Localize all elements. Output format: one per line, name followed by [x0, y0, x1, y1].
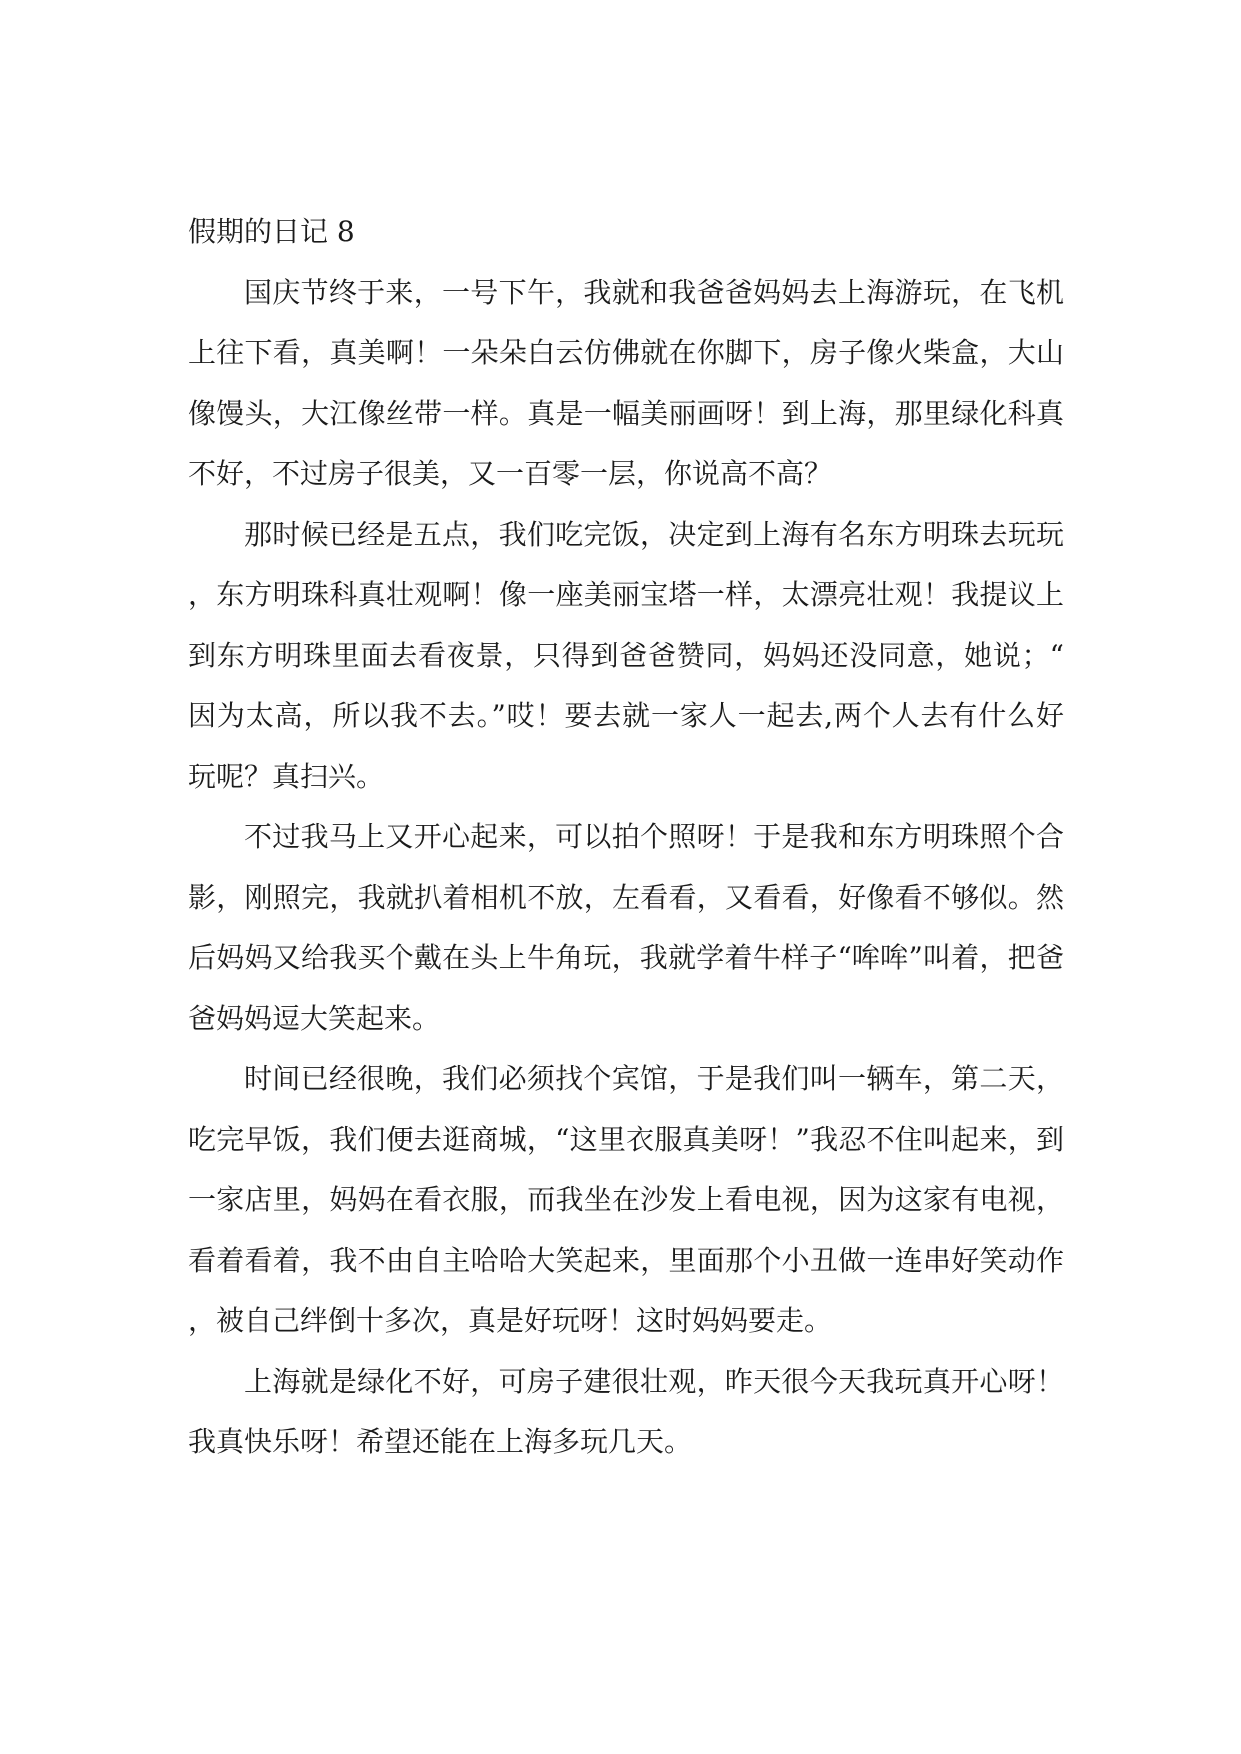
document-title: 假期的日记 8 [188, 215, 355, 248]
paragraph-5: 上海就是绿化不好，可房子建很壮观，昨天很今天我玩真开心呀！我真快乐呀！希望还能在上海多玩几天。 [188, 1364, 1064, 1458]
paragraph-1: 国庆节终于来，一号下午，我就和我爸爸妈妈去上海游玩，在飞机上往下看，真美啊！一朵朵白云仿佛就在你脚下，房子像火柴盒，大山像馒头，大江像丝带一样。真是一幅美丽画呀！到上海，那里绿化科真不好，不过房子很美，又一百零一层，你说高不高？ [188, 275, 1064, 490]
paragraph-2: 那时候已经是五点，我们吃完饭，决定到上海有名东方明珠去玩玩，东方明珠科真壮观啊！像一座美丽宝塔一样，太漂亮壮观！我提议上到东方明珠里面去看夜景，只得到爸爸赞同，妈妈还没同意，她说；“因为太高，所以我不去。”哎！要去就一家人一起去,两个人去有什么好玩呢？真扫兴。 [188, 517, 1064, 793]
document-body [188, 202, 1064, 1473]
paragraph-4: 时间已经很晚，我们必须找个宾馆，于是我们叫一辆车，第二天，吃完早饭，我们便去逛商城，“这里衣服真美呀！”我忍不住叫起来，到一家店里，妈妈在看衣服，而我坐在沙发上看电视，因为这家有电视，看着看着，我不由自主哈哈大笑起来，里面那个小丑做一连串好笑动作，被自己绊倒十多次，真是好玩呀！这时妈妈要走。 [188, 1062, 1064, 1337]
paragraph-3: 不过我马上又开心起来，可以拍个照呀！于是我和东方明珠照个合影，刚照完，我就扒着相机不放，左看看，又看看，好像看不够似。然后妈妈又给我买个戴在头上牛角玩，我就学着牛样子“哞哞”叫着，把爸爸妈妈逗大笑起来。 [188, 820, 1064, 1035]
